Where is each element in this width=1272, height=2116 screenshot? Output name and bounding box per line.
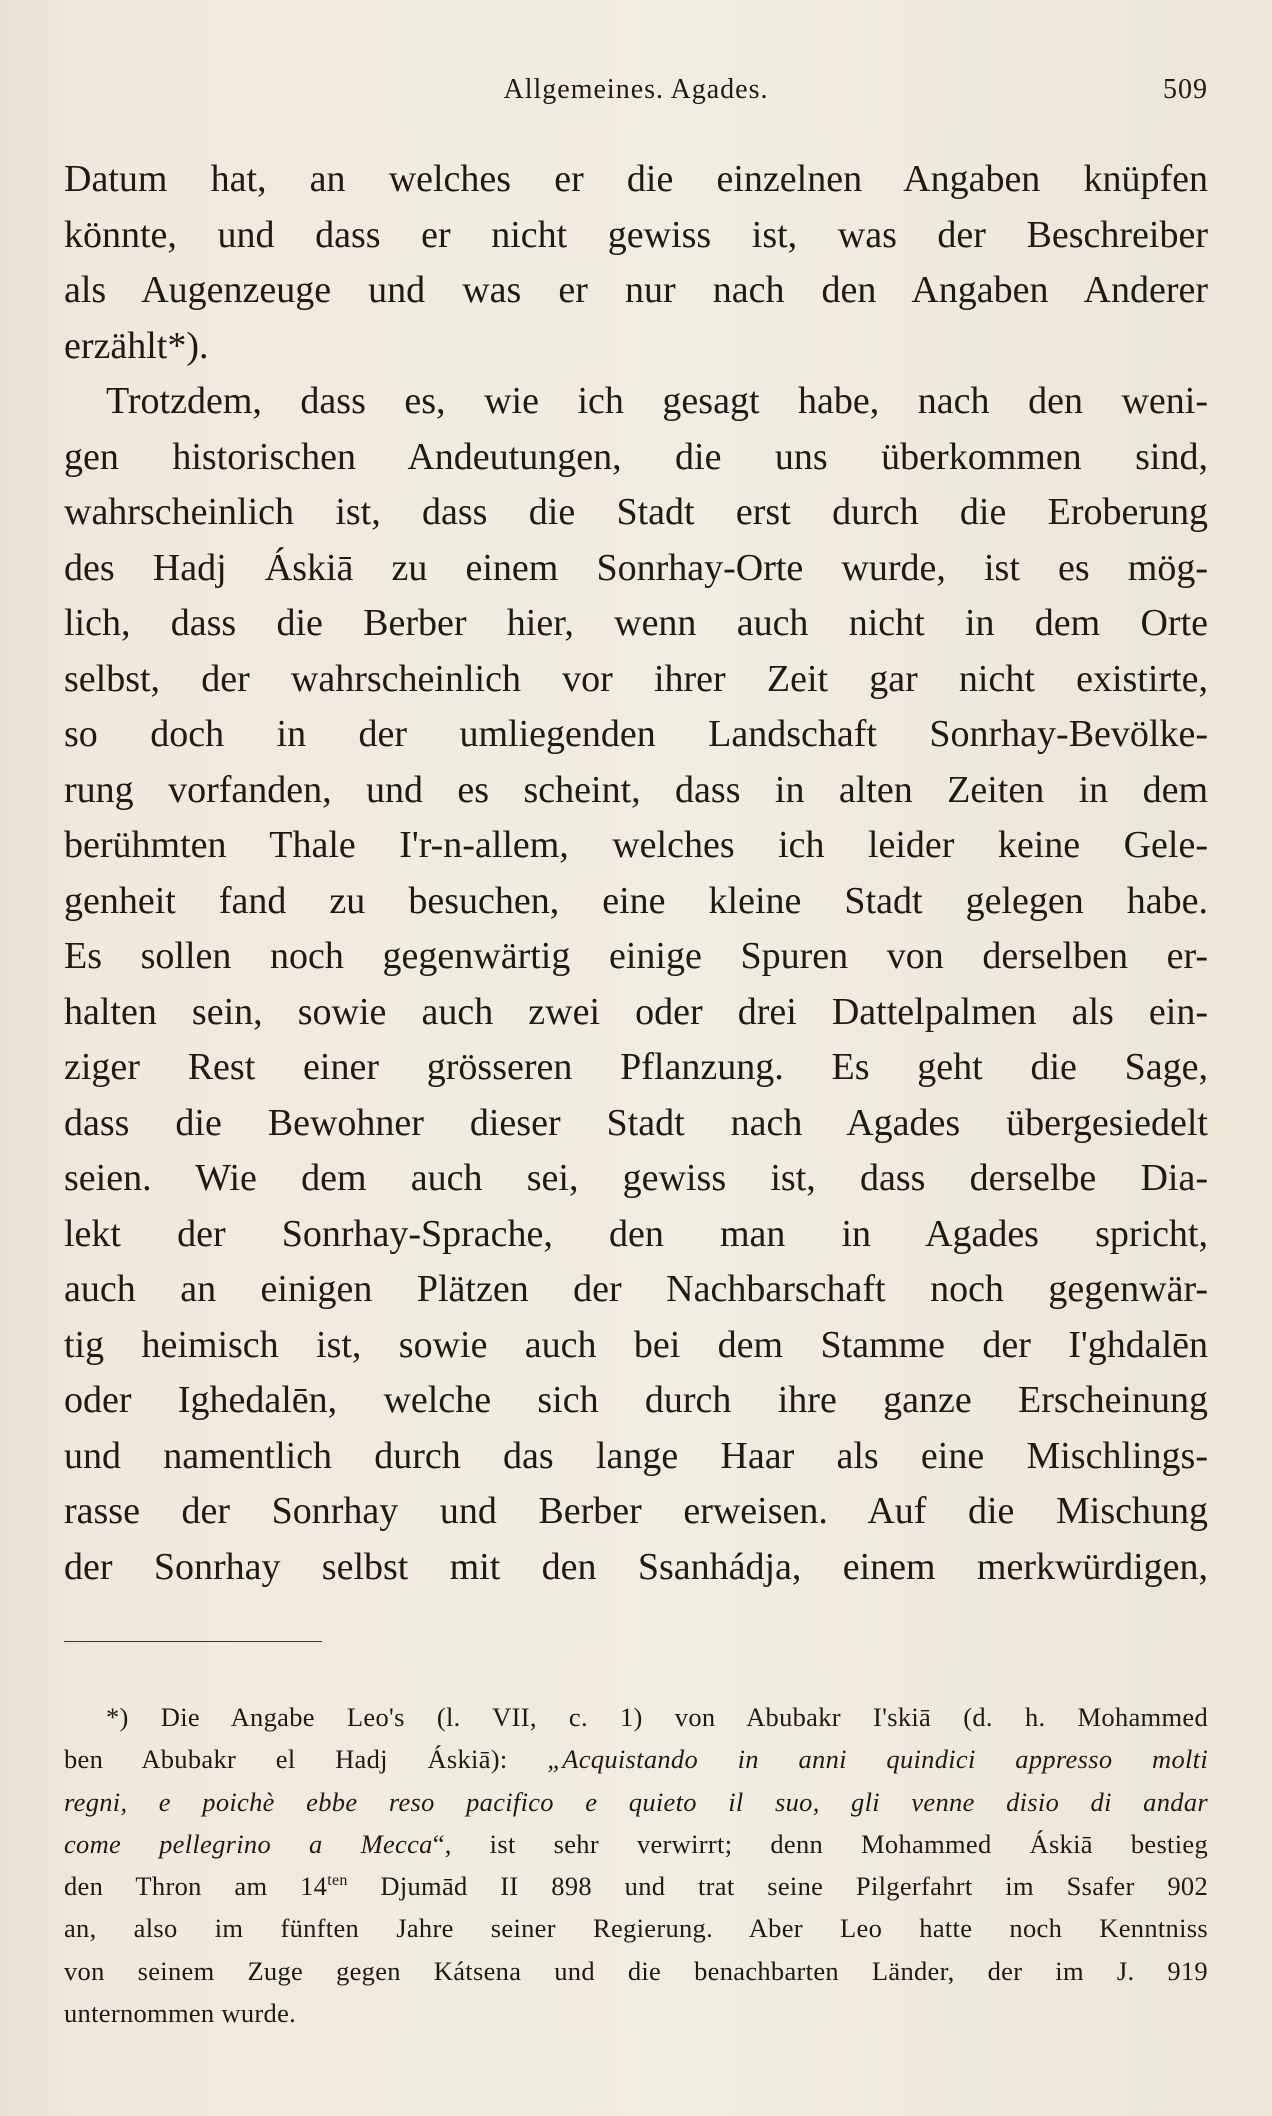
text-line: selbst, der wahrscheinlich vor ihrer Zeit gar nicht existirte, (64, 657, 1208, 700)
footnote-line: *) Die Angabe Leo's (l. VII, c. 1) von Abubakr I'skiā (d. h. Mohammed (106, 1702, 1208, 1732)
footnote-quote: come pellegrino a Mecca (64, 1828, 433, 1859)
text-line: tig heimisch ist, sowie auch bei dem Stamme der I'ghdalēn (64, 1323, 1208, 1366)
text-line: gen historischen Andeutungen, die uns überkommen sind, (64, 435, 1208, 478)
footnote-line (64, 1738, 1208, 1780)
text-line: oder Ighedalēn, welche sich durch ihre ganze Erscheinung (64, 1379, 1208, 1421)
text-line: auch an einigen Plätzen der Nachbarschaft noch gegenwär- (64, 1268, 1208, 1310)
footnote-line: von seinem Zuge gegen Kátsena und die benachbarten Länder, der im J. 919 (64, 1955, 1208, 1986)
page-number: 509 (1163, 74, 1208, 105)
text-line: rung vorfanden, und es scheint, dass in alten Zeiten in dem (64, 768, 1208, 811)
footnote (64, 1696, 1208, 2034)
text-line: dass die Bewohner dieser Stadt nach Agades übergesiedelt (64, 1101, 1208, 1144)
footnote-text: “, ist sehr verwirrt; denn Mohammed Áskiā bestieg (432, 1828, 1208, 1859)
footnote-line: an, also im fünften Jahre seiner Regierung. Aber Leo hatte noch Kenntniss (64, 1913, 1208, 1944)
running-head: Allgemeines. Agades. (503, 74, 769, 105)
footnote-quote-line: regni, e poichè ebbe reso pacifico e quieto il suo, gli venne disio di andar (64, 1786, 1208, 1817)
text-line: als Augenzeuge und was er nur nach den Angaben Anderer (64, 269, 1208, 311)
text-line: Es sollen noch gegenwärtig einige Spuren von derselben er- (64, 935, 1208, 977)
footnote-text: ben Abubakr el Hadj Áskiā): (64, 1744, 548, 1775)
text-line: lich, dass die Berber hier, wenn auch nicht in dem Orte (64, 602, 1208, 644)
text-line: berühmten Thale I'r-n-allem, welches ich leider keine Gele- (64, 824, 1208, 866)
text-line: halten sein, sowie auch zwei oder drei Dattelpalmen als ein- (64, 990, 1208, 1033)
text-line: könnte, und dass er nicht gewiss ist, was der Beschreiber (64, 213, 1208, 256)
footnote-line: unternommen wurde. (64, 1998, 297, 2029)
text-line: Trotzdem, dass es, wie ich gesagt habe, nach den weni- (106, 380, 1208, 422)
text-line: genheit fand zu besuchen, eine kleine Stadt gelegen habe. (64, 879, 1208, 922)
text-line: ziger Rest einer grösseren Pflanzung. Es geht die Sage, (64, 1046, 1208, 1088)
text-line: und namentlich durch das lange Haar als eine Mischlings- (64, 1434, 1208, 1477)
footnote-text: den Thron am 14 (64, 1871, 328, 1902)
text-line: des Hadj Áskiā zu einem Sonrhay-Orte wurde, ist es mög- (64, 546, 1208, 589)
text-line: Datum hat, an welches er die einzelnen Angaben knüpfen (64, 158, 1208, 200)
footnote-text: Djumād II 898 und trat seine Pilgerfahrt im Ssafer 902 (347, 1871, 1208, 1902)
text-line: erzählt*). (64, 324, 209, 367)
text-line: der Sonrhay selbst mit den Ssanhádja, einem merkwürdigen, (64, 1545, 1208, 1588)
text-line: so doch in der umliegenden Landschaft Sonrhay-Bevölke- (64, 713, 1208, 755)
footnote-quote: „Acquistando in anni quindici appresso molti (547, 1744, 1208, 1775)
text-line: seien. Wie dem auch sei, gewiss ist, dass derselbe Dia- (64, 1157, 1208, 1199)
main-text (64, 152, 1208, 1595)
text-line: lekt der Sonrhay-Sprache, den man in Agades spricht, (64, 1212, 1208, 1255)
text-line: wahrscheinlich ist, dass die Stadt erst durch die Eroberung (64, 491, 1208, 533)
text-line: rasse der Sonrhay und Berber erweisen. Auf die Mischung (64, 1490, 1208, 1532)
footnote-line (64, 1865, 1208, 1907)
footnote-separator (64, 1641, 322, 1642)
footnote-line (64, 1823, 1208, 1865)
page-header (64, 74, 1208, 118)
footnote-superscript: ten (327, 1872, 348, 1890)
